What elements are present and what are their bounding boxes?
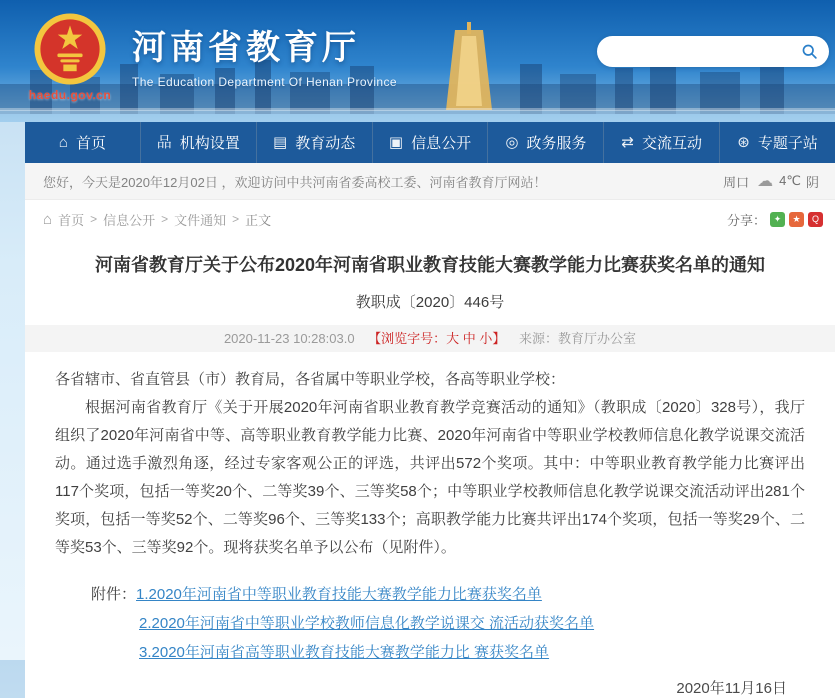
- breadcrumb-row: [25, 200, 835, 238]
- site-name: 河南省教育厅: [132, 30, 360, 67]
- gov-services-icon: ◎: [505, 134, 519, 151]
- weather-widget: [723, 171, 819, 191]
- welcome-greeting: 您好，今天是2020年12月02日 ，欢迎访问中共河南省委高校工委、河南省教育厅网站！: [43, 174, 547, 190]
- wechat-share-icon[interactable]: ✦: [770, 212, 785, 227]
- salutation-paragraph: 各省辖市、省直管县（市）教育局，各省属中等职业学校，各高等职业学校：: [55, 371, 566, 388]
- nav-item-org-structure[interactable]: [141, 122, 257, 163]
- breadcrumb-current: 正文: [245, 212, 272, 228]
- nav-label: 首页: [75, 135, 106, 152]
- breadcrumb-separator: >: [161, 212, 169, 226]
- info-disclosure-icon: ▣: [388, 134, 404, 151]
- article-meta-bar: [25, 325, 835, 352]
- main-nav: [25, 122, 835, 163]
- nav-label: 交流互动: [642, 135, 703, 152]
- breadcrumb-info-disclosure[interactable]: 信息公开: [103, 212, 156, 228]
- article-body: [25, 366, 835, 698]
- nav-item-gov-services[interactable]: [488, 122, 604, 163]
- font-size-switcher[interactable]: 【浏览字号：大 中 小】: [368, 331, 506, 346]
- share-box: [727, 210, 823, 229]
- qq-share-icon[interactable]: Q: [808, 212, 823, 227]
- site-name-english: The Education Department Of Henan Province: [132, 75, 397, 89]
- emblem-wrap: [22, 12, 118, 110]
- breadcrumb-home[interactable]: 首页: [58, 212, 85, 228]
- document-number: 教职成〔2020〕446号: [355, 294, 505, 311]
- attachment-link-2[interactable]: 2.2020年河南省中等职业学校教师信息化教学说课交 流活动获奖名单: [139, 615, 595, 632]
- weather-condition: 阴: [805, 174, 819, 190]
- nav-label: 专题子站: [757, 135, 818, 152]
- share-label: 分享：: [726, 212, 766, 228]
- nav-label: 教育动态: [295, 135, 356, 152]
- main-column: [25, 122, 835, 698]
- breadcrumb-separator: >: [232, 212, 240, 226]
- site-search: [597, 36, 829, 67]
- education-news-icon: ▤: [273, 134, 288, 151]
- weibo-share-icon[interactable]: ★: [789, 212, 804, 227]
- national-emblem-logo: [33, 12, 107, 86]
- signature-date: 2020年11月16日: [676, 680, 787, 697]
- publish-datetime: 2020-11-23 10:28:03.0: [223, 331, 355, 346]
- attachment-link-3[interactable]: 3.2020年河南省高等职业教育技能大赛教学能力比 赛获奖名单: [139, 644, 550, 661]
- site-logo-block[interactable]: [22, 12, 397, 110]
- cloud-icon: ☁: [757, 173, 774, 190]
- special-sites-icon: ⊛: [737, 134, 750, 151]
- search-icon[interactable]: [801, 43, 818, 60]
- attachments-label: 附件：: [91, 586, 137, 603]
- nav-item-home[interactable]: [25, 122, 141, 163]
- nav-label: 政务服务: [526, 135, 587, 152]
- article-source: 来源：教育厅办公室: [519, 331, 637, 346]
- home-icon: ⌂: [58, 134, 68, 151]
- nav-label: 机构设置: [179, 135, 240, 152]
- content-area: [25, 200, 835, 698]
- site-banner: [0, 0, 835, 122]
- attachments-block: [55, 580, 805, 667]
- attachment-row: [91, 638, 805, 667]
- site-titles: [132, 20, 397, 89]
- search-input[interactable]: [597, 36, 801, 67]
- attachment-row: [91, 580, 805, 609]
- breadcrumb: [43, 210, 271, 229]
- attachment-row: [91, 609, 805, 638]
- nav-item-interaction[interactable]: [604, 122, 720, 163]
- nav-item-info-disclosure[interactable]: [373, 122, 489, 163]
- site-domain-text: haedu.gov.cn: [28, 88, 112, 102]
- interaction-icon: ⇄: [621, 134, 634, 151]
- org-structure-icon: 品: [156, 134, 172, 151]
- weather-city: 周口: [723, 174, 750, 190]
- weather-temperature: 4℃: [779, 173, 801, 188]
- attachment-link-1[interactable]: 1.2020年河南省中等职业教育技能大赛教学能力比赛获奖名单: [136, 586, 542, 603]
- nav-item-special-sites[interactable]: [720, 122, 835, 163]
- nav-item-education-news[interactable]: [257, 122, 373, 163]
- nav-label: 信息公开: [411, 135, 472, 152]
- body-paragraph: 根据河南省教育厅《关于开展2020年河南省职业教育教学竞赛活动的通知》（教职成〔2020〕328号），我厅组织了2020年河南省中等、高等职业教育教学能力比赛、2020年河南省中等职业学校教师信息化教学说课交流活动。通过选手激烈角逐，经过专家客观公正的评选，共评出572个奖项。其中：中等职业教育教学能力比赛评出117个奖项，包括一等奖20个、二等奖39个、三等奖58个；中等职业学校教师信息化教学说课交流活动评出281个奖项，包括一等奖52个、二等奖96个、三等奖133个；高职教学能力比赛共评出174个奖项，包括一等奖29个、二等奖53个、三等奖92个。现将获奖名单予以公布（见附件）。: [55, 399, 805, 556]
- breadcrumb-separator: >: [90, 212, 98, 226]
- welcome-bar: [25, 163, 835, 200]
- article-title: 河南省教育厅关于公布2020年河南省职业教育技能大赛教学能力比赛获奖名单的通知: [94, 255, 766, 275]
- home-icon: ⌂: [43, 210, 53, 228]
- breadcrumb-file-notices[interactable]: 文件通知: [174, 212, 227, 228]
